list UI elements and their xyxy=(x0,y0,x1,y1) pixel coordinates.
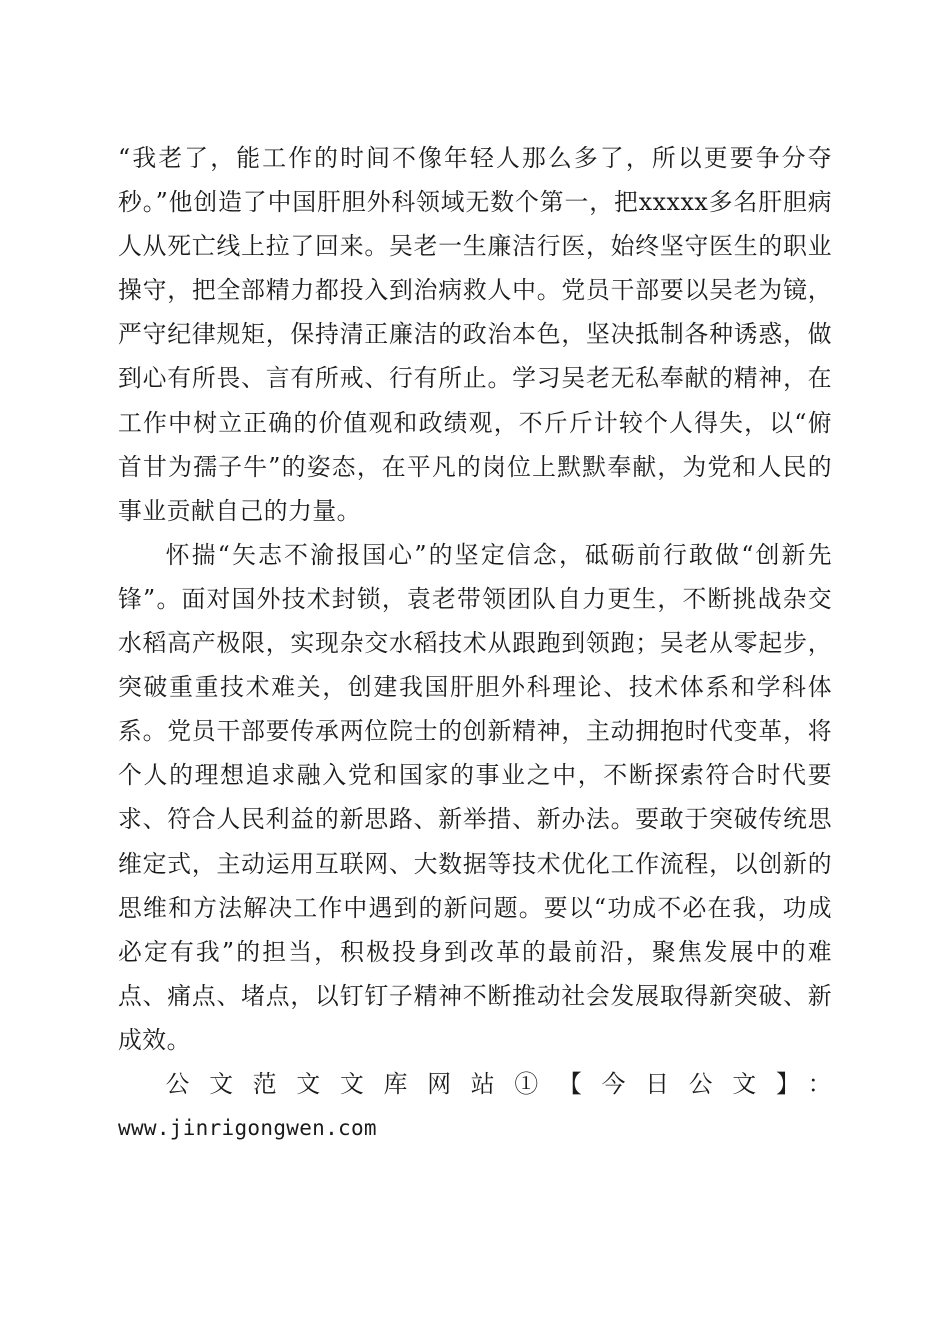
document-body xyxy=(118,136,832,1150)
paragraph-2: 怀揣“矢志不渝报国心”的坚定信念，砥砺前行敢做“创新先锋”。面对国外技术封锁，袁老带领团队自力更生，不断挑战杂交水稻高产极限，实现杂交水稻技术从跟跑到领跑；吴老从零起步，突破重重技术难关，创建我国肝胆外科理论、技术体系和学科体系。党员干部要传承两位院士的创新精神，主动拥抱时代变革，将个人的理想追求融入党和国家的事业之中，不断探索符合时代要求、符合人民利益的新思路、新举措、新办法。要敢于突破传统思维定式，主动运用互联网、大数据等技术优化工作流程，以创新的思维和方法解决工作中遇到的新问题。要以“功成不必在我，功成必定有我”的担当，积极投身到改革的最前沿，聚焦发展中的难点、痛点、堵点，以钉钉子精神不断推动社会发展取得新突破、新成效。 xyxy=(118,540,832,1054)
footer-label: 公文范文文库网站①【今日公文】： xyxy=(165,1069,832,1098)
paragraph-1: “我老了，能工作的时间不像年轻人那么多了，所以更要争分夺秒。”他创造了中国肝胆外科领域无数个第一，把xxxxx多名肝胆病人从死亡线上拉了回来。吴老一生廉洁行医，始终坚守医生的职业操守，把全部精力都投入到治病救人中。党员干部要以吴老为镜，严守纪律规矩，保持清正廉洁的政治本色，坚决抵制各种诱惑，做到心有所畏、言有所戒、行有所止。学习吴老无私奉献的精神，在工作中树立正确的价值观和政绩观，不斤斤计较个人得失，以“俯首甘为孺子牛”的姿态，在平凡的岗位上默默奉献，为党和人民的事业贡献自己的力量。 xyxy=(118,144,832,525)
footer-url: www.jinrigongwen.com xyxy=(118,1116,377,1141)
